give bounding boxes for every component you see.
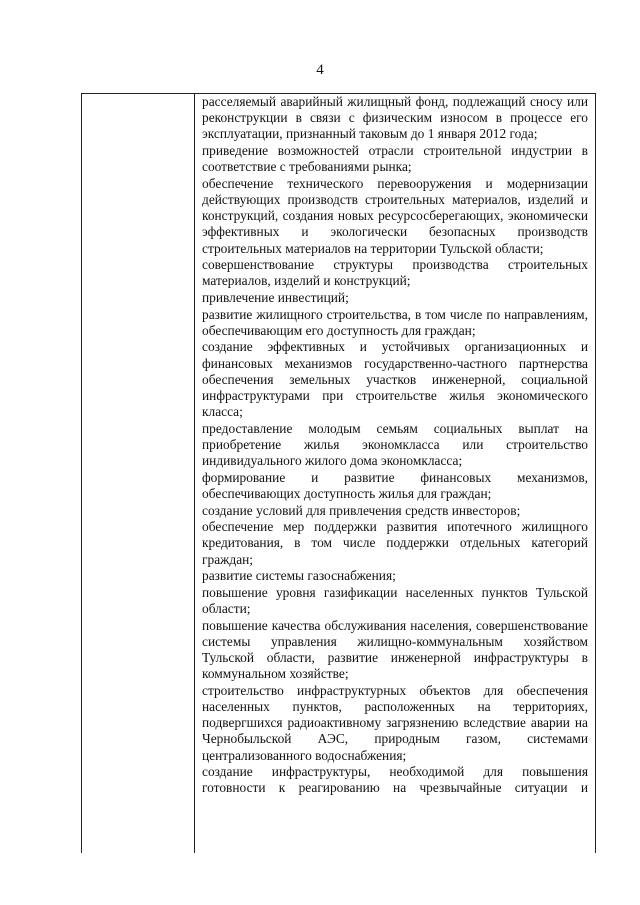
- page-number: 4: [316, 62, 324, 78]
- task-paragraph: создание условий для привлечения средств инвесторов;: [202, 502, 521, 518]
- table-right-column: [202, 94, 588, 797]
- task-paragraph: строительство инфраструктурных объектов для обеспечения населенных пунктов, расположенных на территориях, подвергшихся радиоактивному загрязнению вследствие аварии на Чернобыльской АЭС, природным газом, системами централизованного водоснабжения;: [202, 682, 588, 763]
- table-left-column: [82, 94, 195, 853]
- task-paragraph: привлечение инвестиций;: [202, 290, 349, 305]
- task-paragraph: создание эффективных и устойчивых организационных и финансовых механизмов государственно-частного партнерства обеспечения земельных участков инженерной, социальной инфраструктурами при строительстве жилья экономического класса;: [202, 339, 588, 420]
- task-paragraph: обеспечение мер поддержки развития ипотечного жилищного кредитования, в том числе поддержки отдельных категорий граждан;: [202, 519, 588, 567]
- task-paragraph: развитие жилищного строительства, в том числе по направлениям, обеспечивающим его доступность для граждан;: [202, 306, 588, 338]
- task-paragraph: обеспечение технического перевооружения и модернизации действующих производств строительных материалов, изделий и конструкций, создания новых ресурсосберегающих, экономически эффективных и экологически безопасных производств строительных материалов на территории Тульской области;: [202, 175, 588, 256]
- task-paragraph: расселяемый аварийный жилищный фонд, подлежащий сносу или реконструкции в связи с физическим износом в процессе его эксплуатации, признанный таковым до 1 января 2012 года;: [202, 94, 588, 142]
- task-paragraph: повышение качества обслуживания населения, совершенствование системы управления жилищно-коммунальным хозяйством Тульской области, развитие инженерной инфраструктуры в коммунальном хозяйстве;: [202, 617, 588, 682]
- task-paragraph: формирование и развитие финансовых механизмов, обеспечивающих доступность жилья для граждан;: [202, 469, 588, 501]
- task-paragraph: развитие системы газоснабжения;: [202, 568, 396, 584]
- task-paragraph: повышение уровня газификации населенных пунктов Тульской области;: [202, 584, 588, 616]
- task-paragraph: совершенствование структуры производства строительных материалов, изделий и конструкций;: [202, 257, 588, 289]
- task-paragraph: создание инфраструктуры, необходимой для повышения готовности к реагированию на чрезвычайные ситуации и: [202, 764, 588, 796]
- task-paragraph: предоставление молодым семьям социальных выплат на приобретение жилья экономкласса или строительство индивидуального жилого дома экономкласса;: [202, 420, 588, 469]
- task-paragraph: приведение возможностей отрасли строительной индустрии в соответствие с требованиями рынка;: [202, 143, 588, 175]
- program-table: [81, 93, 596, 853]
